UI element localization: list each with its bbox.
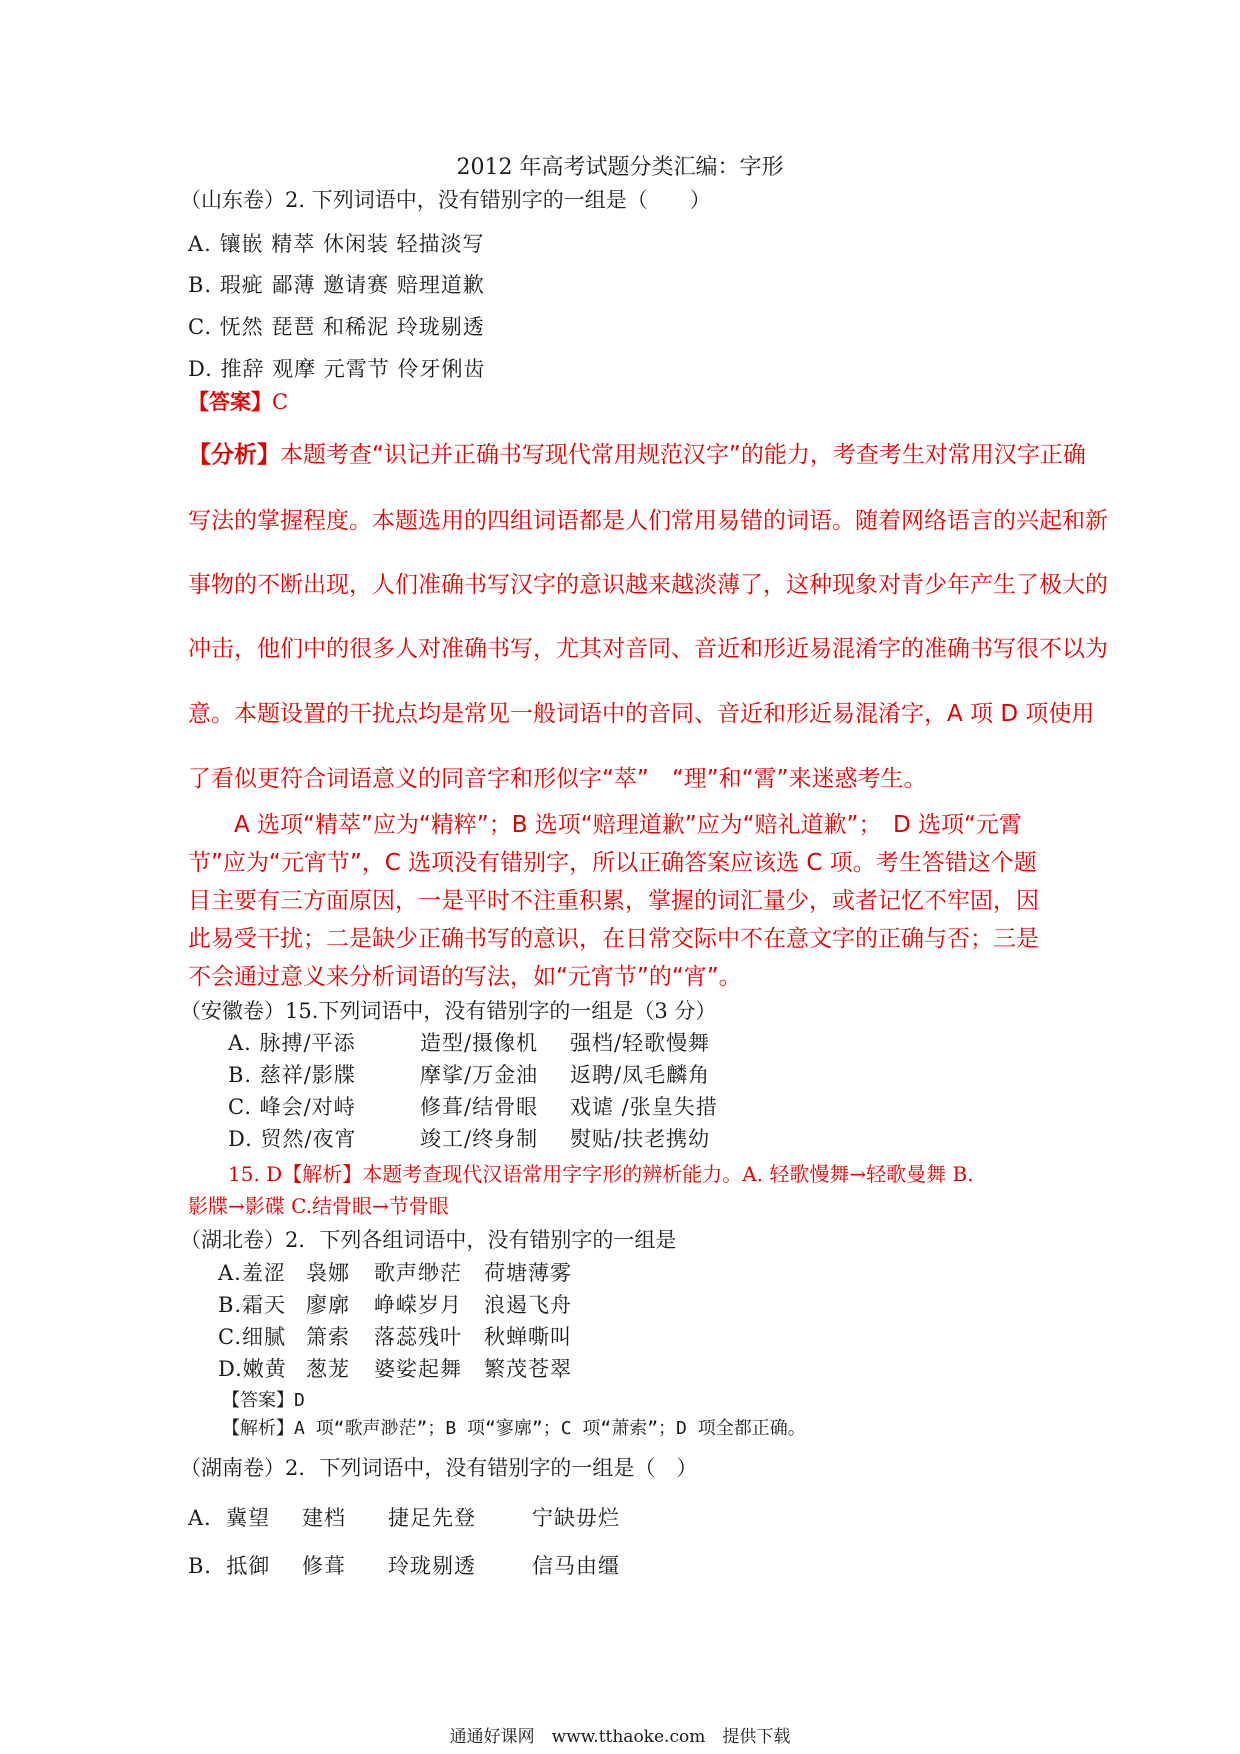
answer-tag: 【答案】 [188,390,272,414]
shandong-question: （山东卷）2. 下列词语中，没有错别字的一组是（ ） [180,188,711,212]
anhui-analysis-line-2: 影牒→影碟 C.结骨眼→节骨眼 [188,1194,449,1218]
anhui-row-d: D. 贸然/夜宵 竣工/终身制 熨贴/扶老携幼 [228,1127,711,1151]
shandong-option-d: D. 推辞 观摩 元霄节 伶牙俐齿 [188,357,486,381]
hubei-answer: 【答案】D [222,1390,305,1411]
answer-value: C [272,390,289,414]
anhui-analysis-line-1: 15. D【解析】本题考查现代汉语常用字字形的辨析能力。A. 轻歌慢舞→轻歌曼舞 B. [228,1162,974,1186]
shandong-analysis-line-1: 【分析】本题考查“识记并正确书写现代常用规范汉字”的能力，考查考生对常用汉字正确 [188,442,1086,468]
hubei-question: （湖北卷）2．下列各组词语中，没有错别字的一组是 [180,1228,677,1252]
shandong-analysis-line-2: 写法的掌握程度。本题选用的四组词语都是人们常用易错的词语。随着网络语言的兴起和新 [188,508,1108,534]
shandong-analysis-line-6: 了看似更符合词语意义的同音字和形似字“萃” “理”和“霄”来迷惑考生。 [188,766,927,792]
hubei-row-d: D.嫩黄 葱茏 婆娑起舞 繁茂苍翠 [218,1357,572,1381]
hunan-row-a: A．冀望 建档 捷足先登 宁缺毋烂 [188,1506,620,1530]
hunan-row-b: B．抵御 修葺 玲珑剔透 信马由缰 [188,1554,620,1578]
hubei-analysis: 【解析】A 项“歌声渺茫”；B 项“寥廓”；C 项“萧索”；D 项全都正确。 [222,1418,806,1439]
page-footer: 通通好课网 www.tthaoke.com 提供下载 [449,1727,791,1747]
hunan-question: （湖南卷）2．下列词语中，没有错别字的一组是（ ） [180,1456,698,1480]
anhui-question: （安徽卷）15.下列词语中，没有错别字的一组是（3 分） [180,999,717,1023]
anhui-row-c: C. 峰会/对峙 修葺/结骨眼 戏谑 /张皇失措 [228,1095,718,1119]
shandong-answer [188,386,288,416]
shandong-analysis-line-5: 意。本题设置的干扰点均是常见一般词语中的音同、音近和形近易混淆字，A 项 D 项使用 [188,701,1095,727]
shandong-analysis-line-4: 冲击，他们中的很多人对准确书写，尤其对音同、音近和形近易混淆字的准确书写很不以为 [188,636,1108,662]
shandong-explanation-paragraph: A 选项“精萃”应为“精粹”；B 选项“赔理道歉”应为“赔礼道歉”； D 选项“元霄节”应为“元宵节”，C 选项没有错别字，所以正确答案应该选 C 项。考生答错这个题目主要有三方面原因，一是平时不注重积累，掌握的词汇量少，或者记忆不牢固，因此易受干扰；二是缺少正确书写的意识，在日常交际中不在意文字的正确与否；三是不会通过意义来分析词语的写法，如“元宵节”的“宵”。 [188,812,1039,990]
anhui-row-b: B. 慈祥/影牒 摩挲/万金油 返聘/凤毛麟角 [228,1063,711,1087]
shandong-option-c: C. 怃然 琵琶 和稀泥 玲珑剔透 [188,315,485,339]
hubei-row-b: B.霜天 廖廓 峥嵘岁月 浪遏飞舟 [218,1293,572,1317]
anhui-row-a: A. 脉搏/平添 造型/摄像机 强档/轻歌慢舞 [228,1031,711,1055]
page-title: 2012 年高考试题分类汇编：字形 [456,155,784,180]
analysis-tag: 【分析】 [188,442,280,468]
hubei-row-a: A.羞涩 袅娜 歌声缈茫 荷塘薄雾 [218,1261,572,1285]
hubei-row-c: C.细腻 箫索 落蕊残叶 秋蝉嘶叫 [218,1325,572,1349]
shandong-option-b: B. 瑕疵 鄙薄 邀请赛 赔理道歉 [188,273,485,297]
shandong-analysis-line-3: 事物的不断出现，人们准确书写汉字的意识越来越淡薄了，这种现象对青少年产生了极大的 [188,572,1108,598]
shandong-option-a: A. 镶嵌 精萃 休闲装 轻描淡写 [188,232,485,256]
